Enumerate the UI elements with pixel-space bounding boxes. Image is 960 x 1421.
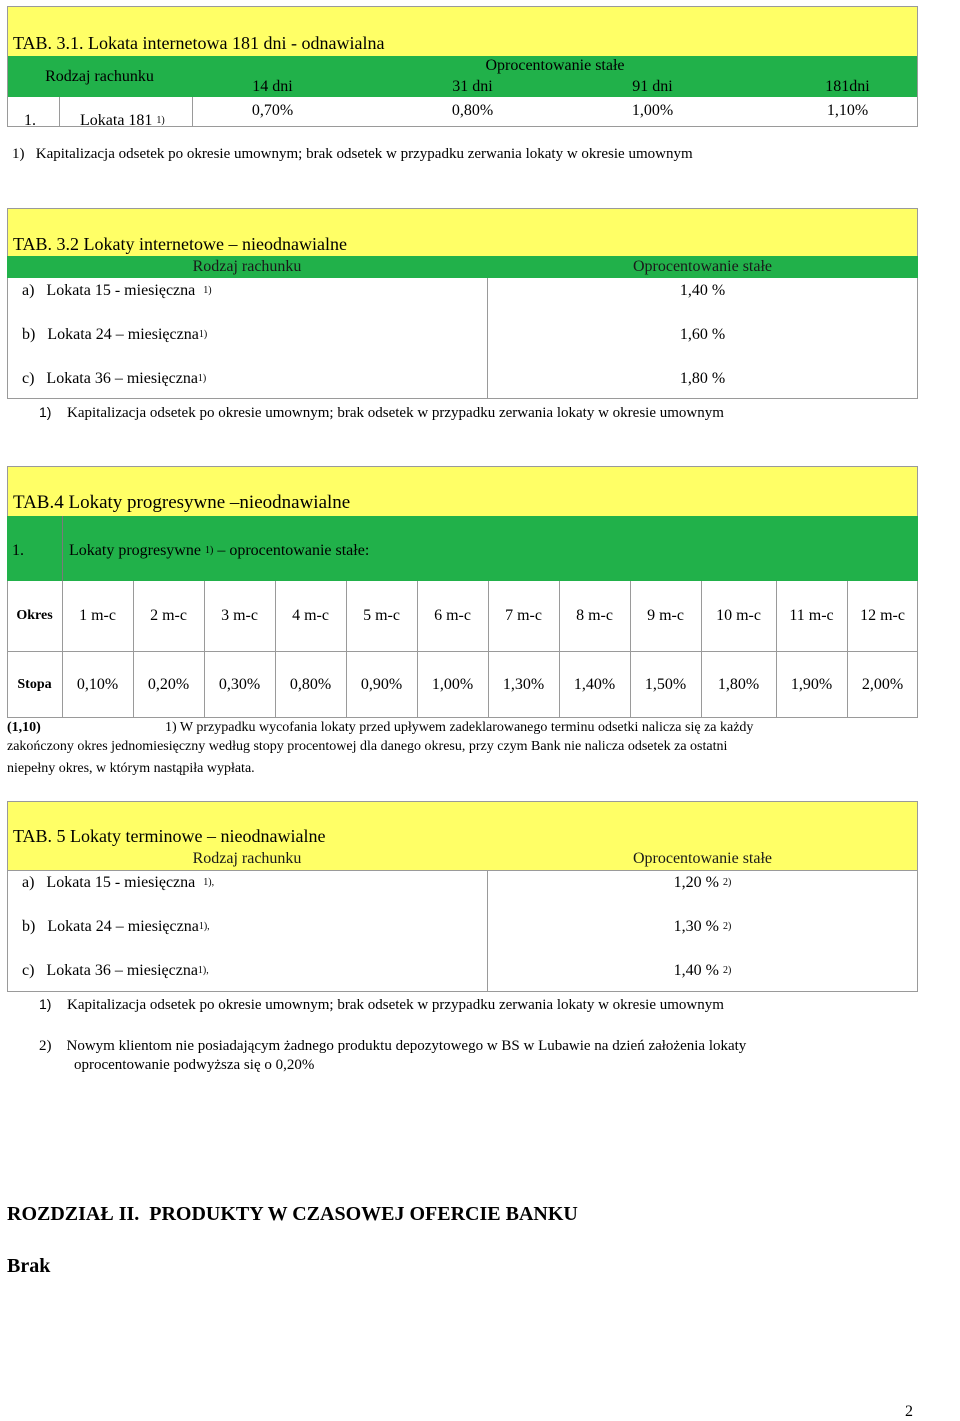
tab4-note-line: zakończony okres jednomiesięczny według stopy procentowej dla danego okresu, przy czym Bank nie nalicza odsetek za ostatni <box>7 739 728 754</box>
tab4-note-line: 1) W przypadku wycofania lokaty przed upływem zadeklarowanego terminu odsetki nalicza się za każdy <box>165 720 754 735</box>
tab5-row-label: c) Lokata 36 – miesięczna 1), <box>22 962 209 979</box>
page-number: 2 <box>905 1403 913 1420</box>
tab5-col-account: Rodzaj rachunku <box>192 850 302 867</box>
tab31-title-bar <box>7 6 918 56</box>
tab4-note-line: niepełny okres, w którym nastąpiła wypłata. <box>7 761 255 776</box>
tab4-rate: 1,50% <box>644 676 687 693</box>
tab4-month: 3 m-c <box>221 607 258 624</box>
tab4-subtitle: Lokaty progresywne 1) – oprocentowanie stałe: <box>69 542 370 559</box>
tab4-month: 4 m-c <box>292 607 329 624</box>
tab4-month: 12 m-c <box>860 607 905 624</box>
tab32-title-bar <box>7 208 918 256</box>
tab31-rate: 1,00% <box>631 102 674 119</box>
tab4-month: 1 m-c <box>79 607 116 624</box>
tab4-title: TAB.4 Lokaty progresywne –nieodnawialne <box>13 492 351 513</box>
tab31-rate: 0,70% <box>251 102 294 119</box>
tab32-row-label: c) Lokata 36 – miesięczna 1) <box>22 370 207 387</box>
tab32-row-rate: 1,80 % <box>679 370 726 387</box>
tab5-row-rate: 1,20 % 2) <box>673 874 732 891</box>
tab4-rate: 1,40% <box>573 676 616 693</box>
tab4-month: 10 m-c <box>716 607 761 624</box>
tab32-footnote: 1) Kapitalizacja odsetek po okresie umownym; brak odsetek w przypadku zerwania lokaty w okresie umownym <box>39 404 724 421</box>
tab31-title: TAB. 3.1. Lokata internetowa 181 dni - odnawialna <box>13 33 385 53</box>
tab31-period: 14 dni <box>252 78 293 95</box>
tab4-month: 6 m-c <box>434 607 471 624</box>
tab5-row-rate: 1,30 % 2) <box>673 918 732 935</box>
tab4-rate: 1,90% <box>790 676 833 693</box>
tab4-rate: 0,20% <box>147 676 190 693</box>
tab31-rate: 0,80% <box>451 102 494 119</box>
tab5-footnote-line: oprocentowanie podwyższa się o 0,20% <box>74 1057 315 1073</box>
tab4-rate: 1,00% <box>431 676 474 693</box>
tab5-row-rate: 1,40 % 2) <box>673 962 732 979</box>
tab32-row-label: a) Lokata 15 - miesięczna 1) <box>22 282 212 299</box>
tab32-col-rate: Oprocentowanie stałe <box>632 258 773 275</box>
tab5-footnote: 1) Kapitalizacja odsetek po okresie umownym; brak odsetek w przypadku zerwania lokaty w okresie umownym <box>39 996 724 1013</box>
tab4-title-bar <box>7 466 918 516</box>
tab31-period: 91 dni <box>632 78 673 95</box>
tab4-stopa-label: Stopa <box>17 677 52 692</box>
tab4-month: 7 m-c <box>505 607 542 624</box>
tab4-rate: 0,10% <box>76 676 119 693</box>
tab4-rate: 0,80% <box>289 676 332 693</box>
tab31-col-rate: Oprocentowanie stałe <box>485 57 625 74</box>
tab4-okres-label: Okres <box>16 608 53 623</box>
tab32-row-rate: 1,40 % <box>679 282 726 299</box>
tab4-rate: 0,90% <box>360 676 403 693</box>
tab4-rate: 1,80% <box>717 676 760 693</box>
tab4-code: (1,10) <box>7 720 41 735</box>
tab4-month: 8 m-c <box>576 607 613 624</box>
tab31-row-label: Lokata 181 1) <box>80 112 165 129</box>
tab5-col-rate: Oprocentowanie stałe <box>632 850 773 867</box>
tab4-month: 9 m-c <box>647 607 684 624</box>
tab31-footnote: 1) Kapitalizacja odsetek po okresie umownym; brak odsetek w przypadku zerwania lokaty w okresie umownym <box>12 146 693 162</box>
tab4-month: 11 m-c <box>789 607 834 624</box>
tab5-row-label: b) Lokata 24 – miesięczna 1), <box>22 918 210 935</box>
tab31-period: 181dni <box>825 78 870 95</box>
tab32-row-rate: 1,60 % <box>679 326 726 343</box>
tab5-title-bar <box>7 801 918 848</box>
tab31-col-account: Rodzaj rachunku <box>45 68 154 85</box>
tab32-col-account: Rodzaj rachunku <box>192 258 302 275</box>
tab31-period: 31 dni <box>452 78 493 95</box>
tab31-row-num: 1. <box>24 112 36 129</box>
tab4-month: 2 m-c <box>150 607 187 624</box>
tab32-row-label: b) Lokata 24 – miesięczna 1) <box>22 326 208 343</box>
tab5-footnote: 2) Nowym klientom nie posiadającym żadnego produktu depozytowego w BS w Lubawie na dzień założenia lokaty <box>39 1038 747 1054</box>
tab5-title: TAB. 5 Lokaty terminowe – nieodnawialne <box>13 826 326 846</box>
tab4-rate: 1,30% <box>502 676 545 693</box>
tab32-title: TAB. 3.2 Lokaty internetowe – nieodnawialne <box>13 234 347 254</box>
section2-body: Brak <box>7 1255 51 1277</box>
tab4-rate: 2,00% <box>861 676 904 693</box>
tab4-rate: 0,30% <box>218 676 261 693</box>
tab5-row-label: a) Lokata 15 - miesięczna 1), <box>22 874 215 891</box>
tab4-row-num: 1. <box>12 542 24 559</box>
tab31-rate: 1,10% <box>826 102 869 119</box>
tab4-month: 5 m-c <box>363 607 400 624</box>
section2-heading: ROZDZIAŁ II. PRODUKTY W CZASOWEJ OFERCIE BANKU <box>7 1203 578 1225</box>
